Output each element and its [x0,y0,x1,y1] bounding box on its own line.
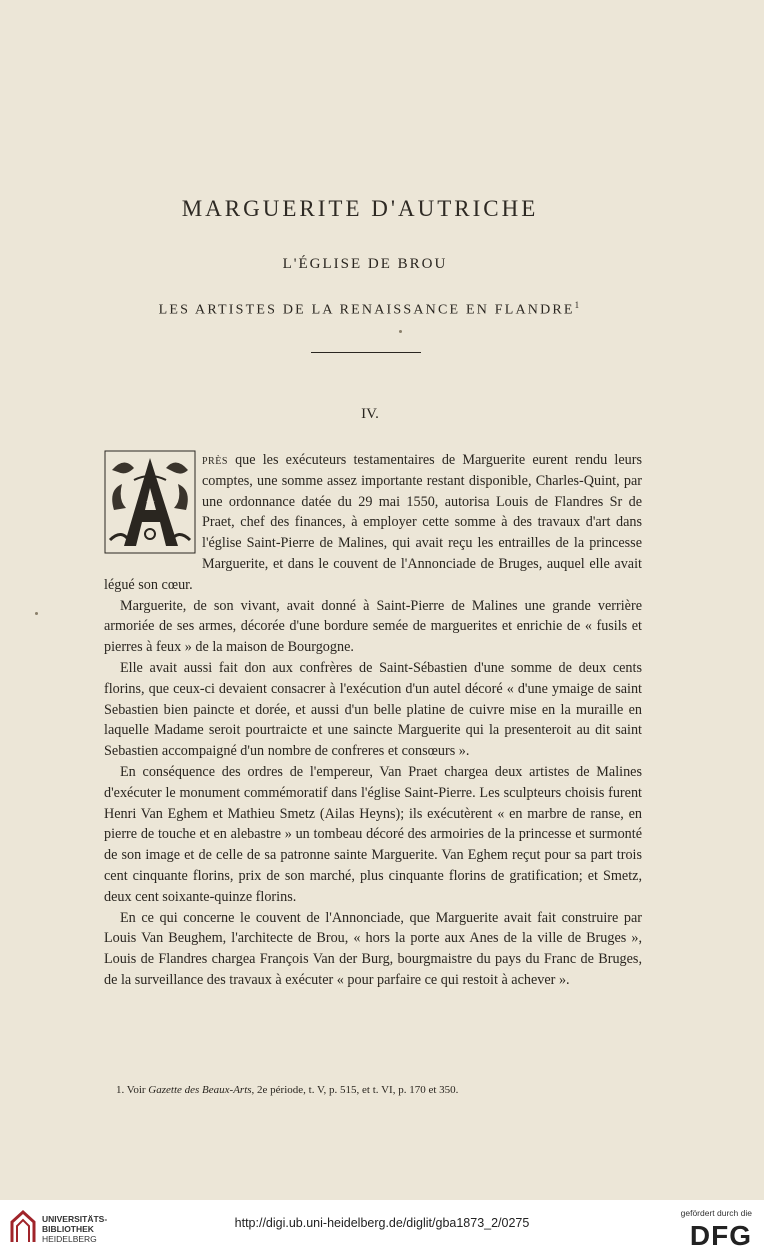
paragraph-2: Marguerite, de son vivant, avait donné à Saint-Pierre de Malines une grande verrière armoriée de ses armes, décorée d'une bordure semée de marguerites et enrichie de « fusils et pierres à feux » de la maison de Bourgogne. [104,597,642,656]
article-subtitle: L'ÉGLISE DE BROU [282,256,448,272]
body-text [104,450,642,991]
subtitle-2-text: LES ARTISTES DE LA RENAISSANCE EN FLANDRE [158,302,575,318]
dropcap-letter: A [146,491,155,505]
section-number: IV. [361,406,379,422]
uni-line-1: UNIVERSITÄTS- [42,1214,108,1224]
permalink-url[interactable]: http://digi.ub.uni-heidelberg.de/diglit/gba1873_2/0275 [234,1216,530,1230]
footnote-journal: Gazette des Beaux-Arts [148,1084,252,1096]
paragraph-5: En ce qui concerne le couvent de l'Annonciade, que Marguerite avait fait construire par Louis Van Beughem, l'architecte de Brou, « hors la porte aux Anes de la ville de Bruges », Louis de Flandres chargea François Van der Burg, bourgmaistre du pays du Franc de Bruges, de la surveillance des travaux à exécuter « pour parfaire ce qui restoit à achever ». [104,909,642,988]
footnote [116,1084,636,1096]
paper-speck [399,330,402,333]
footnote-rest: , 2e période, t. V, p. 515, et t. VI, p. 170 et 350. [251,1084,459,1096]
uni-line-2: BIBLIOTHEK [42,1224,94,1234]
paper-speck [35,612,38,615]
dfg-logo[interactable]: DFG [689,1220,752,1251]
ornate-letter-a-icon [104,450,196,554]
title-divider [311,352,421,353]
footnote-prefix: 1. Voir [116,1084,149,1096]
uni-line-3: HEIDELBERG [42,1234,97,1244]
paragraph-1-text: que les exécuteurs testamentaires de Marguerite eurent rendu leurs comptes, une somme assez importante restant disponible, Charles-Quint, par une ordonnance datée du 29 mai 1550, autorisa Louis de Flandres Sr de Praet, chef des finances, à employer cette somme à des travaux d'art dans l'église Saint-Pierre de Malines, qui avait reçu les entrailles de la princesse Marguerite, et dans le couvent de l'Annonciade de Bruges, auquel elle avait légué son cœur. [104,452,642,593]
paragraph-4: En conséquence des ordres de l'empereur, Van Praet chargea deux artistes de Malines d'exécuter le monument commémoratif dans l'église Saint-Pierre. Les sculpteurs choisis furent Henri Van Eghem et Mathieu Smetz (Ailas Heyns); ils exécutèrent « en marbre de ranse, en pierre de touche et en alebastre » un tombeau décoré des armoiries de la princesse et surmonté de son image et de celle de sa patronne sainte Marguerite. Van Eghem reçut pour sa part trois cent cinquante florins, prix de son marché, plus cinquante florins de gratification; et Smetz, deux cent soixante-quinze florins. [104,763,642,905]
paragraph-1-lead: près [202,452,228,468]
article-title: MARGUERITE D'AUTRICHE [181,196,539,221]
decorated-initial [104,450,202,554]
footnote-marker: 1 [574,300,582,310]
paragraph-3: Elle avait aussi fait don aux confrères de Saint-Sébastien d'une somme de deux cents florins, que ceux-ci devaient consacrer à l'exécution d'un autel décoré « d'une ymaige de saint Sebastien bien paincte et dorée, et aussi d'un belle platine de cuivre mise en la muraille en laquelle Madame seroit pourtraicte et une saincte Marguerite qui la presenteroit au dit saint Sebastien accompaigné d'un nombre de confreres et consœurs ». [104,659,642,760]
funding-label: gefördert durch die [680,1208,752,1218]
article-subtitle-2 [0,300,740,319]
